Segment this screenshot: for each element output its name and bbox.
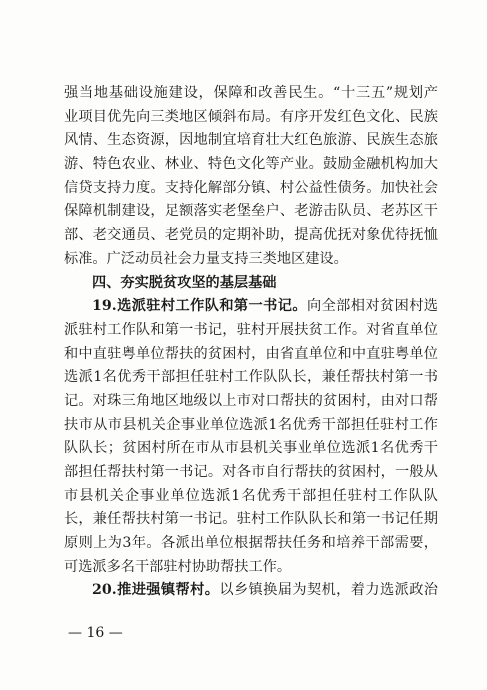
text-line: 扶市从市县机关企事业单位选派1名优秀干部担任驻村工作 (64, 416, 438, 433)
text-line: 标准。广泛动员社会力量支持三类地区建设。 (64, 250, 348, 267)
item-19-first-line (64, 295, 438, 319)
item-20-title: 20.推进强镇帮村。 (92, 582, 220, 599)
text-line: 信贷支持力度。支持化解部分镇、村公益性债务。加快社会 (64, 179, 438, 196)
text-line: 选派1名优秀干部担任驻村工作队队长，兼任帮扶村第一书 (64, 369, 438, 386)
text-line: 原则上为3年。各派出单位根据帮扶任务和培养干部需要， (64, 535, 438, 552)
section-heading: 四、夯实脱贫攻坚的基层基础 (92, 274, 277, 291)
text-line: 风情、生态资源，因地制宜培育壮大红色旅游、民族生态旅 (64, 132, 438, 149)
text-line: 部、老交通员、老党员的定期补助，提高优抚对象优待抚恤 (64, 227, 438, 244)
text-line: 保障机制建设，足额落实老堡垒户、老游击队员、老苏区干 (64, 203, 438, 220)
text-line: 可选派多名干部驻村协助帮扶工作。 (64, 558, 292, 575)
text-line: 部担任帮扶村第一书记。对各市自行帮扶的贫困村，一般从 (64, 464, 438, 480)
item-20-first-line-text: 以乡镇换届为契机，着力选派政治 (219, 582, 438, 599)
text-line: 记。对珠三角地区地级以上市对口帮扶的贫困村，由对口帮 (64, 392, 438, 409)
text-line: 强当地基础设施建设，保障和改善民生。“十三五”规划产 (64, 85, 438, 101)
item-20-first-line (64, 579, 438, 603)
text-line: 市县机关企事业单位选派1名优秀干部担任驻村工作队队 (64, 487, 438, 504)
page-number: — 16 — (68, 625, 123, 641)
text-line: 业项目优先向三类地区倾斜布局。有序开发红色文化、民族 (64, 108, 438, 125)
text-line: 派驻村工作队和第一书记，驻村开展扶贫工作。对省直单位 (64, 321, 438, 338)
text-line: 队队长；贫困村所在市从市县机关事业单位选派1名优秀干 (64, 440, 438, 457)
text-line: 长，兼任帮扶村第一书记。驻村工作队队长和第一书记任期 (64, 511, 438, 528)
item-19-first-line-text: 向全部相对贫困村选 (306, 298, 438, 315)
item-19-title: 19.选派驻村工作队和第一书记。 (92, 298, 307, 315)
body-text (64, 82, 438, 603)
text-line: 游、特色农业、林业、特色文化等产业。鼓励金融机构加大 (64, 156, 438, 173)
text-line: 和中直驻粤单位帮扶的贫困村，由省直单位和中直驻粤单位 (64, 345, 438, 362)
